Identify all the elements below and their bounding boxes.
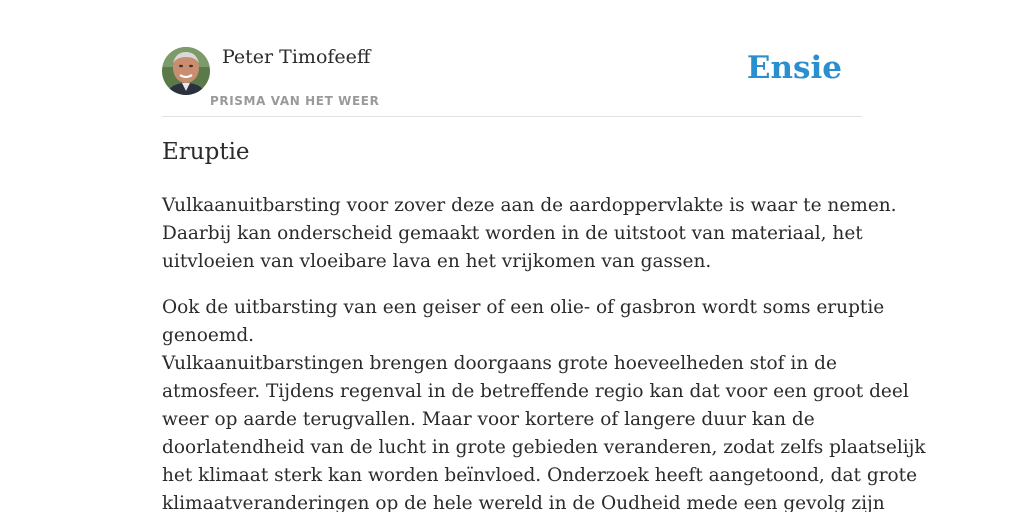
author-name[interactable]: Peter Timofeeff — [222, 46, 371, 68]
author-header — [162, 46, 862, 117]
author-avatar-image — [162, 47, 210, 95]
paragraph-line: uitvloeien van vloeibare lava en het vrijkomen van gassen. — [162, 251, 712, 272]
paragraph-line: klimaatveranderingen op de hele wereld in de Oudheid mede een gevolg zijn — [162, 493, 885, 512]
author-avatar[interactable] — [162, 47, 210, 95]
article-body — [162, 192, 926, 512]
paragraph-line: het klimaat sterk kan worden beïnvloed. Onderzoek heeft aangetoond, dat grote — [162, 465, 918, 486]
paragraph-line: Ook de uitbarsting van een geiser of een olie- of gasbron wordt soms eruptie — [162, 297, 885, 318]
paragraph-line: Daarbij kan onderscheid gemaakt worden in de uitstoot van materiaal, het — [162, 223, 863, 244]
paragraph-line: genoemd. — [162, 325, 255, 346]
paragraph-line: Vulkaanuitbarsting voor zover deze aan de aardoppervlakte is waar te nemen. — [162, 195, 897, 216]
article-paragraph-2 — [162, 294, 926, 512]
paragraph-line: doorlatendheid van de lucht in grote gebieden veranderen, zodat zelfs plaatselijk — [162, 437, 926, 458]
article-title: Eruptie — [162, 139, 250, 165]
paragraph-line: atmosfeer. Tijdens regenval in de betreffende regio kan dat voor een groot deel — [162, 381, 909, 402]
paragraph-line: weer op aarde terugvallen. Maar voor kortere of langere duur kan de — [162, 409, 815, 430]
article-paragraph-1 — [162, 192, 897, 276]
author-subtitle[interactable]: PRISMA VAN HET WEER — [210, 94, 380, 108]
brand-logo[interactable]: Ensie — [746, 50, 842, 86]
paragraph-line: Vulkaanuitbarstingen brengen doorgaans grote hoeveelheden stof in de — [162, 353, 837, 374]
